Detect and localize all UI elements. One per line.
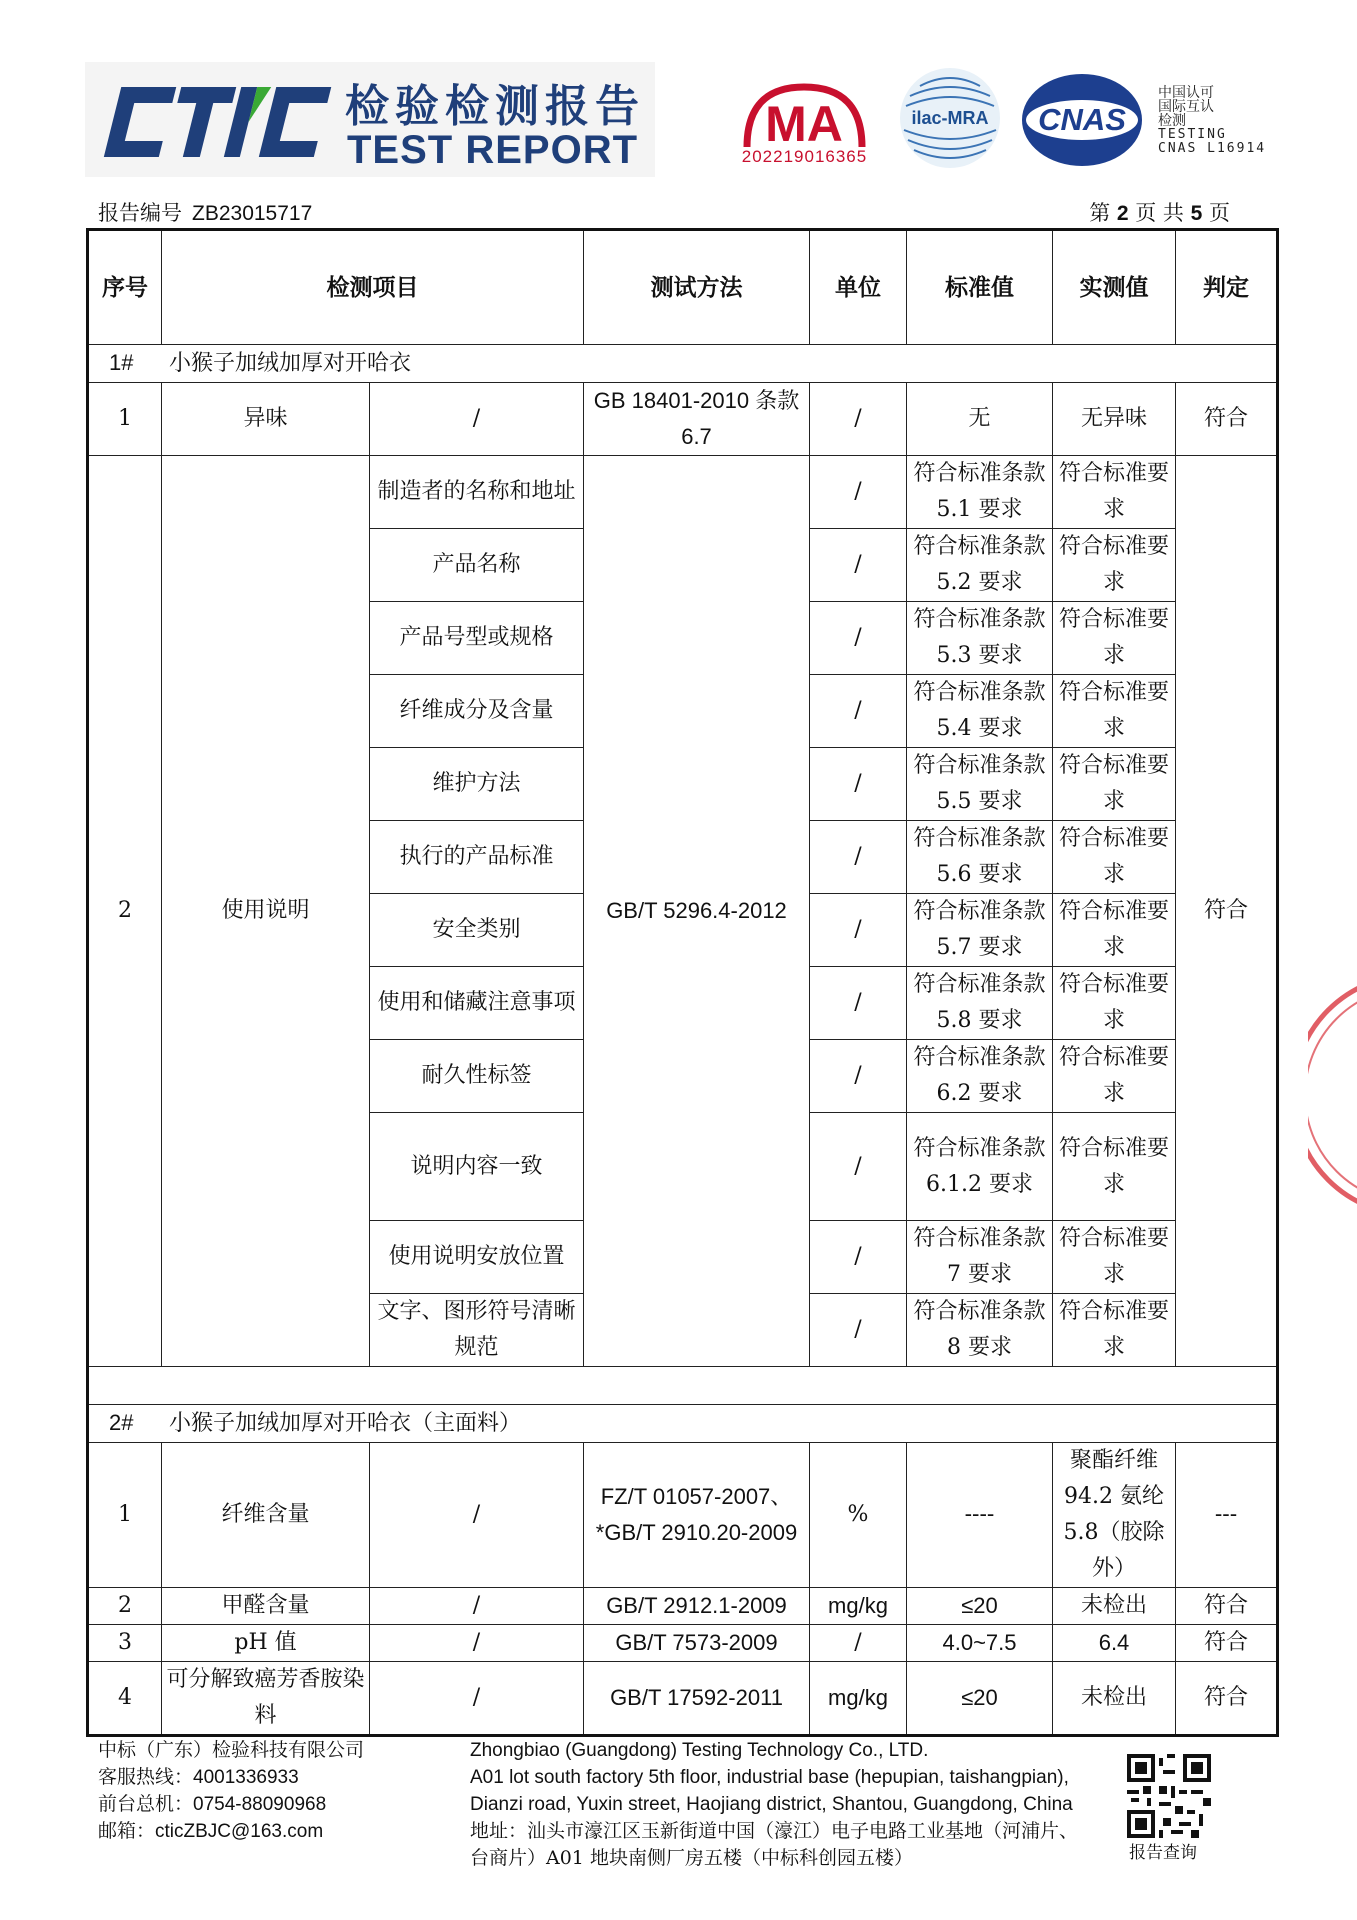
- cell-unit: /: [810, 894, 907, 967]
- table-row: [88, 1625, 1278, 1662]
- cell-method: GB/T 5296.4-2012: [584, 456, 810, 1367]
- cnas-line: 检测: [1158, 113, 1186, 129]
- cell-standard: 4.0~7.5: [907, 1625, 1053, 1662]
- footer-contacts: [98, 1737, 364, 1845]
- cell-measured: 符合标准要求: [1053, 602, 1176, 675]
- section-name: 小猴子加绒加厚对开哈衣: [169, 351, 412, 376]
- front-desk: [98, 1791, 364, 1818]
- cell-standard: 符合标准条款 5.5 要求: [907, 748, 1053, 821]
- cell-verdict: 符合: [1176, 1625, 1278, 1662]
- cell-measured: 符合标准要求: [1053, 1040, 1176, 1113]
- cell-unit: /: [810, 529, 907, 602]
- cell-standard: 无: [907, 383, 1053, 456]
- cell-measured: 聚酯纤维 94.2 氨纶 5.8（胶除外）: [1053, 1443, 1176, 1588]
- cell-no: 1: [88, 1443, 162, 1588]
- cell-item: 甲醛含量: [162, 1588, 370, 1625]
- cnas-line: 中国认可: [1158, 85, 1214, 101]
- address-cn-line: 台商片）A01 地块南侧厂房五楼（中标科创园五楼）: [470, 1847, 913, 1869]
- cell-sub: /: [370, 1588, 584, 1625]
- cell-sub: /: [370, 1443, 584, 1588]
- cell-standard: 符合标准条款 5.1 要求: [907, 456, 1053, 529]
- title-cn: 检验检测报告: [345, 81, 645, 132]
- qr-label: 报告查询: [1129, 1843, 1197, 1863]
- cnas-caption: [1158, 86, 1266, 156]
- report-number: [98, 197, 312, 227]
- page-indicator: [1089, 197, 1230, 227]
- cell-measured: 符合标准要求: [1053, 1113, 1176, 1221]
- cnas-line: TESTING: [1158, 127, 1227, 142]
- address-cn-line: 地址：汕头市濠江区玉新街道中国（濠江）电子电路工业基地（河浦片、: [470, 1820, 1079, 1842]
- cell-unit: mg/kg: [810, 1588, 907, 1625]
- section-row: [88, 1405, 1278, 1443]
- hotline-label: 客服热线：: [98, 1766, 194, 1788]
- cell-item: 异味: [162, 383, 370, 456]
- cell-standard: ≤20: [907, 1662, 1053, 1736]
- header-cell: 序号: [88, 230, 162, 345]
- title-en: TEST REPORT: [347, 128, 639, 172]
- cell-no: 2: [88, 1588, 162, 1625]
- cell-sub: /: [370, 1662, 584, 1736]
- cell-standard: 符合标准条款 5.8 要求: [907, 967, 1053, 1040]
- cell-method: GB/T 2912.1-2009: [584, 1588, 810, 1625]
- company-name-cn: 中标（广东）检验科技有限公司: [98, 1739, 365, 1761]
- cell-verdict: 符合: [1176, 1662, 1278, 1736]
- email-label: 邮箱：: [98, 1820, 156, 1842]
- cnas-line: 国际互认: [1158, 99, 1214, 115]
- cell-standard: 符合标准条款 6.1.2 要求: [907, 1113, 1053, 1221]
- cell-standard: 符合标准条款 6.2 要求: [907, 1040, 1053, 1113]
- email-value: cticZBJC@163.com: [155, 1821, 324, 1842]
- results-table: [86, 228, 1279, 1737]
- table-row: [88, 383, 1278, 456]
- footer-address: [470, 1737, 1120, 1872]
- header-cell: 测试方法: [584, 230, 810, 345]
- cell-measured: 符合标准要求: [1053, 1221, 1176, 1294]
- table-header: [88, 230, 1278, 345]
- cell-standard: 符合标准条款 5.2 要求: [907, 529, 1053, 602]
- qr-code-icon[interactable]: [1127, 1754, 1211, 1838]
- ilac-mra-icon: [898, 66, 1002, 170]
- page-current: 2: [1116, 202, 1129, 225]
- cell-standard: 符合标准条款 5.6 要求: [907, 821, 1053, 894]
- page-prefix: 第: [1089, 201, 1111, 225]
- hotline: [98, 1764, 364, 1791]
- cell-measured: 符合标准要求: [1053, 1294, 1176, 1367]
- report-number-label: 报告编号: [98, 201, 182, 225]
- cell-sub: 说明内容一致: [370, 1113, 584, 1221]
- cell-sub: 使用和储藏注意事项: [370, 967, 584, 1040]
- header-cell: 单位: [810, 230, 907, 345]
- cell-measured: 未检出: [1053, 1662, 1176, 1736]
- header-cell: 判定: [1176, 230, 1278, 345]
- cell-unit: /: [810, 456, 907, 529]
- cell-measured: 符合标准要求: [1053, 529, 1176, 602]
- cell-verdict: 符合: [1176, 383, 1278, 456]
- cell-unit: mg/kg: [810, 1662, 907, 1736]
- section-row: [88, 345, 1278, 383]
- table-row: [88, 456, 1278, 529]
- cell-item: pH 值: [162, 1625, 370, 1662]
- cell-measured: 6.4: [1053, 1625, 1176, 1662]
- cell-item: 纤维含量: [162, 1443, 370, 1588]
- cell-sub: 执行的产品标准: [370, 821, 584, 894]
- ilac-text: ilac-MRA: [911, 108, 989, 128]
- cell-standard: ≤20: [907, 1588, 1053, 1625]
- cell-unit: %: [810, 1443, 907, 1588]
- cell-unit: /: [810, 1221, 907, 1294]
- address-en-line: A01 lot south factory 5th floor, industrial base (hepupian, taishangpian),: [470, 1767, 1069, 1788]
- section-no: 2#: [109, 1410, 134, 1435]
- cell-verdict: 符合: [1176, 1588, 1278, 1625]
- cell-method: GB 18401-2010 条款 6.7: [584, 383, 810, 456]
- front-desk-label: 前台总机：: [98, 1793, 194, 1815]
- email: [98, 1818, 364, 1845]
- cell-sub: /: [370, 1625, 584, 1662]
- cnas-text: CNAS: [1038, 102, 1126, 137]
- cell-item: 可分解致癌芳香胺染料: [162, 1662, 370, 1736]
- cell-sub: 纤维成分及含量: [370, 675, 584, 748]
- ctnc-logo-icon: [85, 72, 335, 172]
- header-cell: 检测项目: [162, 230, 584, 345]
- cell-measured: 符合标准要求: [1053, 894, 1176, 967]
- ma-number: 202219016365: [741, 147, 868, 166]
- section-name: 小猴子加绒加厚对开哈衣（主面料）: [169, 1411, 522, 1436]
- cell-standard: ----: [907, 1443, 1053, 1588]
- section-no: 1#: [109, 350, 134, 375]
- cell-sub: 耐久性标签: [370, 1040, 584, 1113]
- cell-measured: 无异味: [1053, 383, 1176, 456]
- company-logo: [85, 62, 655, 177]
- cell-sub: 使用说明安放位置: [370, 1221, 584, 1294]
- cell-measured: 符合标准要求: [1053, 675, 1176, 748]
- table-row: [88, 1588, 1278, 1625]
- cell-standard: 符合标准条款 5.4 要求: [907, 675, 1053, 748]
- cell-no: 1: [88, 383, 162, 456]
- cell-unit: /: [810, 1040, 907, 1113]
- cell-method: GB/T 7573-2009: [584, 1625, 810, 1662]
- header-cell: 实测值: [1053, 230, 1176, 345]
- header-cell: 标准值: [907, 230, 1053, 345]
- cell-measured: 符合标准要求: [1053, 456, 1176, 529]
- cell-unit: /: [810, 675, 907, 748]
- hotline-value: 4001336933: [193, 1767, 299, 1788]
- cell-unit: /: [810, 1625, 907, 1662]
- cell-unit: /: [810, 383, 907, 456]
- cell-verdict: 符合: [1176, 456, 1278, 1367]
- cell-no: 3: [88, 1625, 162, 1662]
- cell-standard: 符合标准条款 7 要求: [907, 1221, 1053, 1294]
- page-mid: 页 共: [1135, 201, 1184, 225]
- cell-verdict: ---: [1176, 1443, 1278, 1588]
- cell-sub: 产品号型或规格: [370, 602, 584, 675]
- cell-measured: 符合标准要求: [1053, 821, 1176, 894]
- cell-sub: /: [370, 383, 584, 456]
- cell-no: 4: [88, 1662, 162, 1736]
- report-number-value: ZB23015717: [192, 202, 313, 225]
- cell-unit: /: [810, 1294, 907, 1367]
- cell-standard: 符合标准条款 5.3 要求: [907, 602, 1053, 675]
- address-en-line: Dianzi road, Yuxin street, Haojiang district, Shantou, Guangdong, China: [470, 1794, 1073, 1815]
- cell-unit: /: [810, 1113, 907, 1221]
- cell-method: FZ/T 01057-2007、*GB/T 2910.20-2009: [584, 1443, 810, 1588]
- ma-text: MA: [765, 96, 843, 152]
- company-name-en: Zhongbiao (Guangdong) Testing Technology Co., LTD.: [470, 1740, 929, 1761]
- page-total: 5: [1190, 202, 1203, 225]
- cell-measured: 符合标准要求: [1053, 748, 1176, 821]
- table-row: [88, 1443, 1278, 1588]
- cell-standard: 符合标准条款 5.7 要求: [907, 894, 1053, 967]
- page-suffix: 页: [1209, 201, 1230, 225]
- cnas-line: CNAS L16914: [1158, 141, 1267, 156]
- cell-unit: /: [810, 821, 907, 894]
- cell-item: 使用说明: [162, 456, 370, 1367]
- cell-method: GB/T 17592-2011: [584, 1662, 810, 1736]
- cnas-logo-icon: [1020, 72, 1144, 168]
- cell-unit: /: [810, 748, 907, 821]
- cell-no: 2: [88, 456, 162, 1367]
- cell-sub: 维护方法: [370, 748, 584, 821]
- inspection-stamp-icon: [1308, 955, 1357, 1235]
- front-desk-value: 0754-88090968: [193, 1794, 327, 1815]
- table-row: [88, 1662, 1278, 1736]
- cell-measured: 未检出: [1053, 1588, 1176, 1625]
- cell-sub: 文字、图形符号清晰规范: [370, 1294, 584, 1367]
- cell-sub: 安全类别: [370, 894, 584, 967]
- cell-standard: 符合标准条款 8 要求: [907, 1294, 1053, 1367]
- cell-unit: /: [810, 602, 907, 675]
- cell-measured: 符合标准要求: [1053, 967, 1176, 1040]
- cell-sub: 产品名称: [370, 529, 584, 602]
- cell-unit: /: [810, 967, 907, 1040]
- spacer-row: [88, 1367, 1278, 1405]
- cell-sub: 制造者的名称和地址: [370, 456, 584, 529]
